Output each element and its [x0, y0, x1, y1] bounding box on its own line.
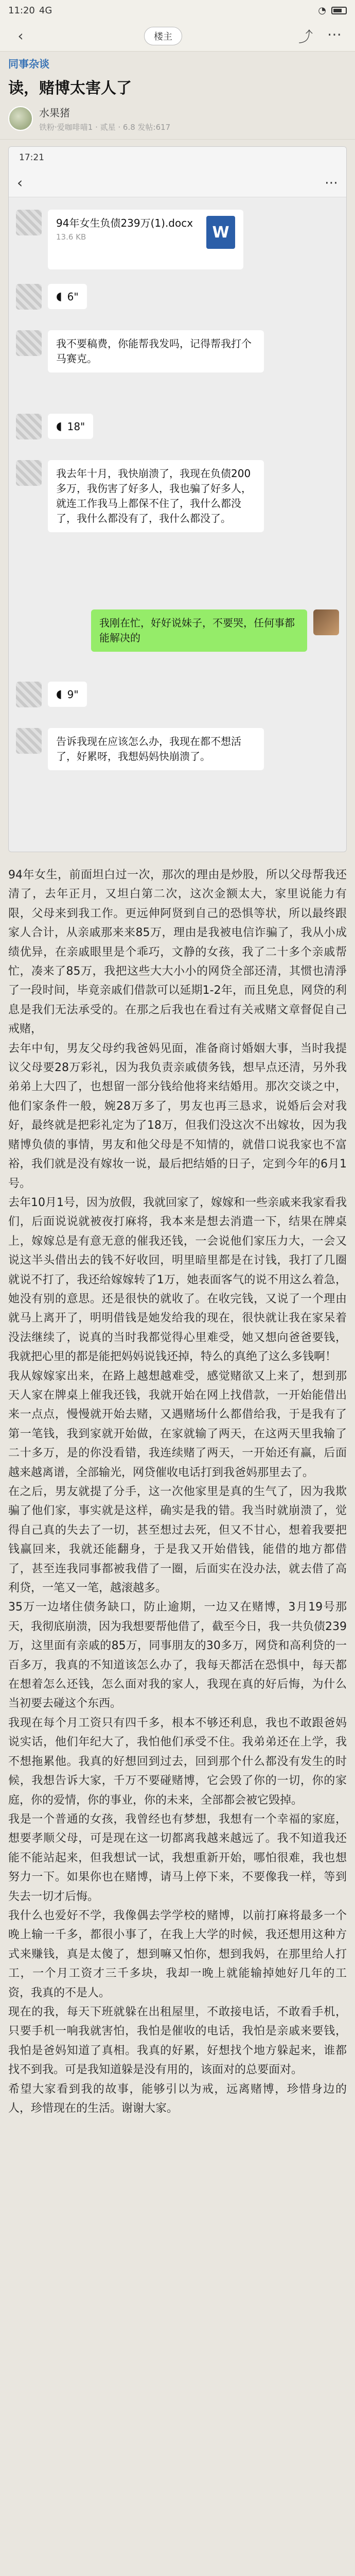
avatar	[313, 609, 339, 635]
body-paragraph: 35万一边堵住债务缺口，防止逾期，一边又在赌博，3月19号那天，我彻底崩溃，因为我想要帮他借了，截至今日，我一共负债239万，这里面有亲戚的85万，同事朋友的30多万，网贷和高利贷的一百多万，我真的不知道该怎么办了，我每天都活在恐惧中，每天都在想着怎么还钱，怎么面对我的家人，我现在真的好后悔，为什么当初要去碰这个东西。	[8, 1601, 347, 1710]
battery-icon	[331, 7, 347, 14]
message-bubble: 我刚在忙，好好说妹子，不要哭，任何事都能解决的	[91, 609, 307, 652]
voice-wave-icon: ◖	[56, 290, 62, 303]
chat-status-bar	[9, 147, 346, 168]
word-document-icon: W	[206, 216, 235, 249]
post-body	[8, 866, 347, 2118]
chat-body	[9, 197, 346, 852]
voice-message	[48, 682, 87, 707]
message-bubble: 我去年十月，我快崩溃了，我现在负债200多万，我伤害了好多人，我也骗了好多人，就连工作我马上都保不住了，我什么都没了，我什么都没有了，我什么都没了。	[48, 460, 264, 532]
file-card	[48, 210, 243, 269]
chat-header	[9, 168, 346, 197]
chat-message	[16, 210, 250, 269]
author-sub: 铁粉·爱咖啡喵1 · 贰星 · 6.8 发帖:617	[39, 123, 171, 132]
forum-tag[interactable]: 同事杂谈	[8, 58, 49, 70]
author-name[interactable]: 水果猪	[39, 107, 70, 119]
avatar	[16, 460, 42, 486]
chat-more-icon: ⋯	[325, 175, 338, 191]
avatar	[16, 210, 42, 235]
more-icon[interactable]: ⋯	[327, 25, 342, 43]
chat-status-time: 17:21	[19, 152, 44, 163]
message-bubble: 我不要稿费，你能帮我发吗，记得帮我打个马赛克。	[48, 330, 264, 372]
body-paragraph: 我什么也爱好不学，我像偶去学学校的赌博，以前打麻将最多一个晚上输一千多，都很小事了，在我上大学的时候，我还想用这种方式来赚钱，真是太傻了，想到嘛又怕你，想到我妈，在那里给人打工，一个月工资才三千多块，我却一晚上就能输掉她好几年的工资，我真的不是人。	[8, 1909, 347, 1999]
file-size: 13.6 KB	[56, 232, 86, 242]
back-arrow-icon[interactable]: ‹	[17, 27, 24, 44]
chat-message	[16, 682, 93, 707]
avatar	[16, 284, 42, 310]
wifi-icon: ◔	[318, 5, 326, 16]
chat-message	[16, 330, 270, 372]
body-paragraph: 我是一个普通的女孩，我曾经也有梦想，我想有一个幸福的家庭，想要孝顺父母，可是现在这一切都离我越来越远了。我不知道我还能不能站起来，但我想试一试，我想重新开始，哪怕很难，我也想努力一下。如果你也在赌博，请马上停下来，不要像我一样，等到失去一切才后悔。	[8, 1812, 347, 1903]
post-title: 读，赌博太害人了	[8, 79, 132, 97]
status-bar	[0, 0, 355, 21]
voice-duration: 6"	[67, 290, 79, 303]
voice-duration: 9"	[67, 688, 79, 701]
author-row[interactable]	[8, 103, 347, 134]
file-name: 94年女生负债239万(1).docx	[56, 217, 193, 229]
voice-message	[48, 414, 93, 439]
body-paragraph: 去年中旬，男友父母约我爸妈见面，准备商讨婚姻大事，当时我提议父母要28万彩礼，因为我负责亲戚债务钱，想早点还清，另外我弟弟上大四了，也想留一部分钱给他将来结婚用。那次交谈之中，他们家条件一般，婉28万多了，男友也再三恳求，说婚后会对我好，最终就是把彩礼定为了18万，但我们没这次不出嫁妆，因为我赌博负债的事情，男友和他父母是不知情的，就借口说我家也不富裕，我们就是没有嫁妆一说，最后把结婚的日子，定到今年的6月1号。	[8, 1042, 347, 1190]
share-icon[interactable]: ⤴	[298, 28, 313, 45]
avatar	[16, 330, 42, 356]
floor-owner-button[interactable]: 楼主	[144, 27, 182, 45]
chat-message	[16, 414, 99, 439]
status-signal: 4G	[39, 5, 52, 16]
voice-message	[48, 284, 87, 309]
nav-bar	[0, 21, 355, 52]
divider	[0, 139, 355, 140]
chat-message	[16, 728, 270, 770]
chat-screenshot[interactable]	[8, 146, 347, 852]
voice-wave-icon: ◖	[56, 688, 62, 701]
body-paragraph: 94年女生，前面坦白过一次，那次的理由是炒股，所以父母帮我还清了，去年正月，又坦白第二次，这次金额太大，家里说能力有限，父母来到我工作。更远伸阿贤到自己的恐惧等状，所以最终跟家人合计，从亲戚那来来85万，理由是我被电信诈骗了，我从小成绩优异，在亲戚眼里是个乖巧，文静的女孩，我了二十多个亲戚帮忙，凑来了85万，我把这些大大小小的网贷全部还清，其惯也清淨了一段时间，毕竟亲戚们借款可以延期1-2年，而且免息，网贷的利息是我们无法承受的。在那之后我也在看过有关戒赌文章督促自己戒赌，	[8, 869, 347, 1036]
body-paragraph: 我现在每个月工资只有四千多，根本不够还利息，我也不敢跟爸妈说实话，他们年纪大了，我怕他们承受不住。我弟弟还在上学，我不想拖累他。我真的好想回到过去，回到那个什么都没有发生的时候，我想告诉大家，千万不要碰赌博，它会毁了你的一切，你的家庭，你的爱情，你的事业，你的未来，全部都会被它毁掉。	[8, 1716, 347, 1807]
chat-message	[85, 609, 339, 652]
body-paragraph: 现在的我，每天下班就躲在出租屋里，不敢接电话，不敢看手机，只要手机一响我就害怕，我怕是催收的电话，我怕是亲戚来要钱，我怕是爸妈知道了真相。我真的好累，好想找个地方躲起来，谁都找不到我。可是我知道躲是没有用的，该面对的总要面对。	[8, 2005, 347, 2077]
status-time: 11:20	[8, 5, 35, 16]
voice-duration: 18"	[67, 420, 85, 433]
body-paragraph: 希望大家看到我的故事，能够引以为戒，远离赌博，珍惜身边的人，珍惜现在的生活。谢谢大家。	[8, 2082, 347, 2115]
body-paragraph: 在之后，男友就提了分手，这一次他家里是真的生气了，因为我欺骗了他们家，事实就是这样，确实是我的错。我当时就崩溃了，觉得自己真的失去了一切，甚至想过去死，但又不甘心，想着我要把钱赢回来，我就还能翻身，于是我又开始借钱，能借的地方都借了，甚至连我同事都被我借了一圈，后面实在没办法，就去借了高利贷，一笔又一笔，越滚越多。	[8, 1485, 347, 1595]
body-paragraph: 我从嫁嫁家出来，在路上越想越难受，感觉赌欲又上来了，想到那天人家在牌桌上催我还钱，我就开始在网上找借款，一开始能借出来一点点，慢慢就开始去赌，又遇赌场什么都借给我，于是我有了第一笔钱，我到家就开始做，在家就输了两天，在这两天里我输了二十多万，是的你没看错，我连续赌了两天，一开始还有赢，后面越来越离谱，全部输光，网贷催收电话打到我爸妈那里去了。	[8, 1369, 347, 1479]
message-bubble: 告诉我现在应该怎么办，我现在都不想活了，好累呀，我想妈妈快崩溃了。	[48, 728, 264, 770]
author-avatar[interactable]	[8, 106, 33, 131]
chat-back-icon: ‹	[17, 174, 23, 191]
chat-message	[16, 284, 93, 310]
voice-wave-icon: ◖	[56, 420, 62, 433]
avatar	[16, 682, 42, 707]
chat-message	[16, 460, 270, 532]
avatar	[16, 728, 42, 754]
body-paragraph: 去年10月1号，因为放假，我就回家了，嫁嫁和一些亲戚来我家看我们，后面说说就被夜打麻将，我本来是想去消遣一下，结果在牌桌上，嫁嫁总是有意无意的催我还钱，一会说他们家压力大，一会又说这半头借出去的钱不好收回，明里暗里都是在讨钱，我打了几圈就说不打了，我还给嫁嫁转了1万，她表面客气的说不用这么着急，她没有别的意思。还是很快的就收了。在收完钱，又说了一个理由就马上离开了，明明借钱是她发给我的现在，很快就让我在家呆着没法继续了，说真的当时我都觉得心里难受，她又想向爸爸要钱，我就把心里的都是能把妈妈说钱还掉，特么的真绝了这么多钱啊！	[8, 1196, 347, 1364]
avatar	[16, 414, 42, 439]
